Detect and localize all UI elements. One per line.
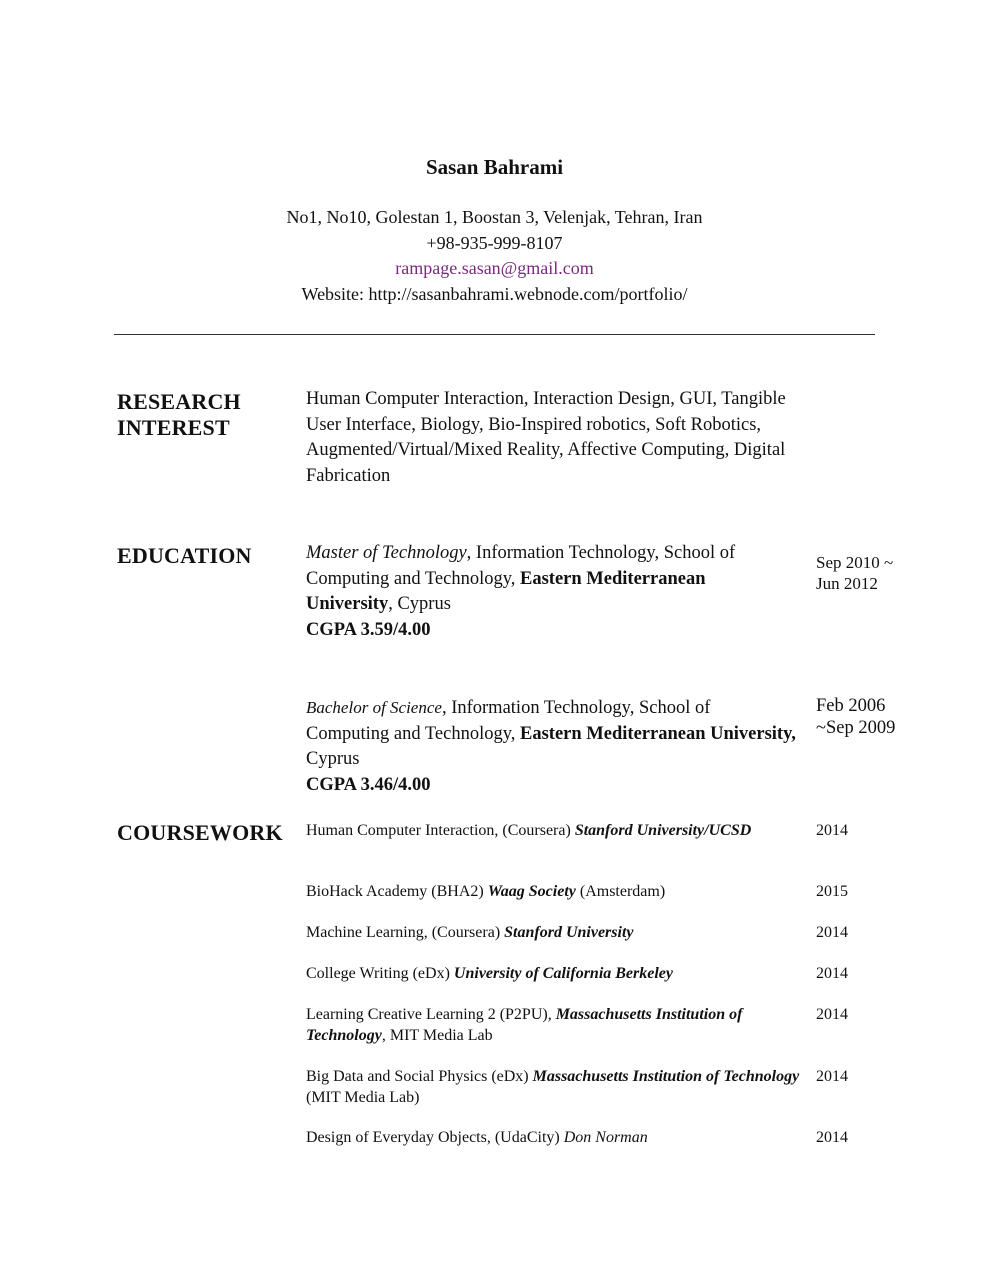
university-location: Cyprus [306,749,360,769]
header-divider [114,334,875,335]
date-start: Sep 2010 ~ [816,553,894,572]
date-end: Jun 2012 [816,574,878,593]
course-institution: Massachusetts Institution of Technology [306,1006,743,1044]
email-link[interactable]: rampage.sasan@gmail.com [395,258,594,278]
course-year: 2014 [816,924,848,941]
course-item [306,821,801,842]
course-institution: Stanford University [504,924,634,941]
research-interest-text: Human Computer Interaction, Interaction Design, GUI, Tangible User Interface, Biology, Bio-Inspired robotics, Soft Robotics, Augmented/Virtual/Mixed Reality, Affective Computing, Digital Fabrication [306,389,786,486]
university-name: Eastern Mediterranean University [306,568,706,614]
course-year: 2014 [816,1006,848,1023]
university-location: , Cyprus [388,594,451,614]
course-item [306,923,801,944]
cgpa: CGPA 3.46/4.00 [306,774,431,795]
course-item [306,964,801,985]
course-instructor: Don Norman [563,1129,648,1146]
course-name: Big Data and Social Physics (eDx) [306,1068,533,1085]
research-heading-line1: RESEARCH [117,389,241,414]
date-start: Feb 2006 [816,696,886,716]
education-entry-master [306,541,796,643]
education-date-bachelor [816,695,926,739]
degree-title: Master of Technology [306,543,467,563]
course-suffix: (MIT Media Lab) [306,1088,420,1106]
course-institution: University of California Berkeley [453,965,674,982]
course-year: 2014 [816,1068,848,1085]
course-year: 2015 [816,883,848,900]
course-name: Design of Everyday Objects, (UdaCity) [306,1129,564,1146]
course-item [306,1067,801,1108]
degree-details: , Information Technology, School of Computing and Technology, [306,543,736,589]
course-year: 2014 [816,965,848,982]
cgpa: CGPA 3.59/4.00 [306,619,431,640]
candidate-name: Sasan Bahrami [425,155,564,179]
course-institution: Waag Society [487,883,576,900]
course-year: 2014 [816,822,848,839]
course-item [306,1005,801,1046]
course-name: BioHack Academy (BHA2) [306,883,488,900]
education-entry-bachelor [306,695,796,798]
research-interest-heading [117,389,241,441]
address: No1, No10, Golestan 1, Boostan 3, Velenjak, Tehran, Iran [286,207,703,227]
course-year: 2014 [816,1129,848,1146]
degree-details: , Information Technology, School of Computing and Technology, [306,698,711,744]
course-name: Learning Creative Learning 2 (P2PU), [306,1006,556,1023]
education-date-master [816,552,926,594]
course-name: College Writing (eDx) [306,965,454,982]
degree-title: Bachelor of Science [306,698,442,717]
course-institution: Massachusetts Institution of Technology [532,1068,800,1085]
course-institution: Stanford University/UCSD [574,822,752,839]
course-item [306,1128,801,1149]
course-item [306,882,801,903]
website-link[interactable]: Website: http://sasanbahrami.webnode.com/portfolio/ [301,283,688,304]
university-name: Eastern Mediterranean University, [520,723,796,744]
phone-number: +98-935-999-8107 [426,232,563,253]
education-heading: EDUCATION [117,543,252,568]
coursework-heading: COURSEWORK [117,820,283,845]
course-name: Human Computer Interaction, (Coursera) [306,822,575,839]
course-suffix: , MIT Media Lab [381,1026,493,1044]
course-name: Machine Learning, (Coursera) [306,924,505,941]
course-suffix: (Amsterdam) [575,883,666,900]
research-heading-line2: INTEREST [117,415,230,440]
date-end: ~Sep 2009 [816,718,896,738]
contact-block [0,205,989,307]
